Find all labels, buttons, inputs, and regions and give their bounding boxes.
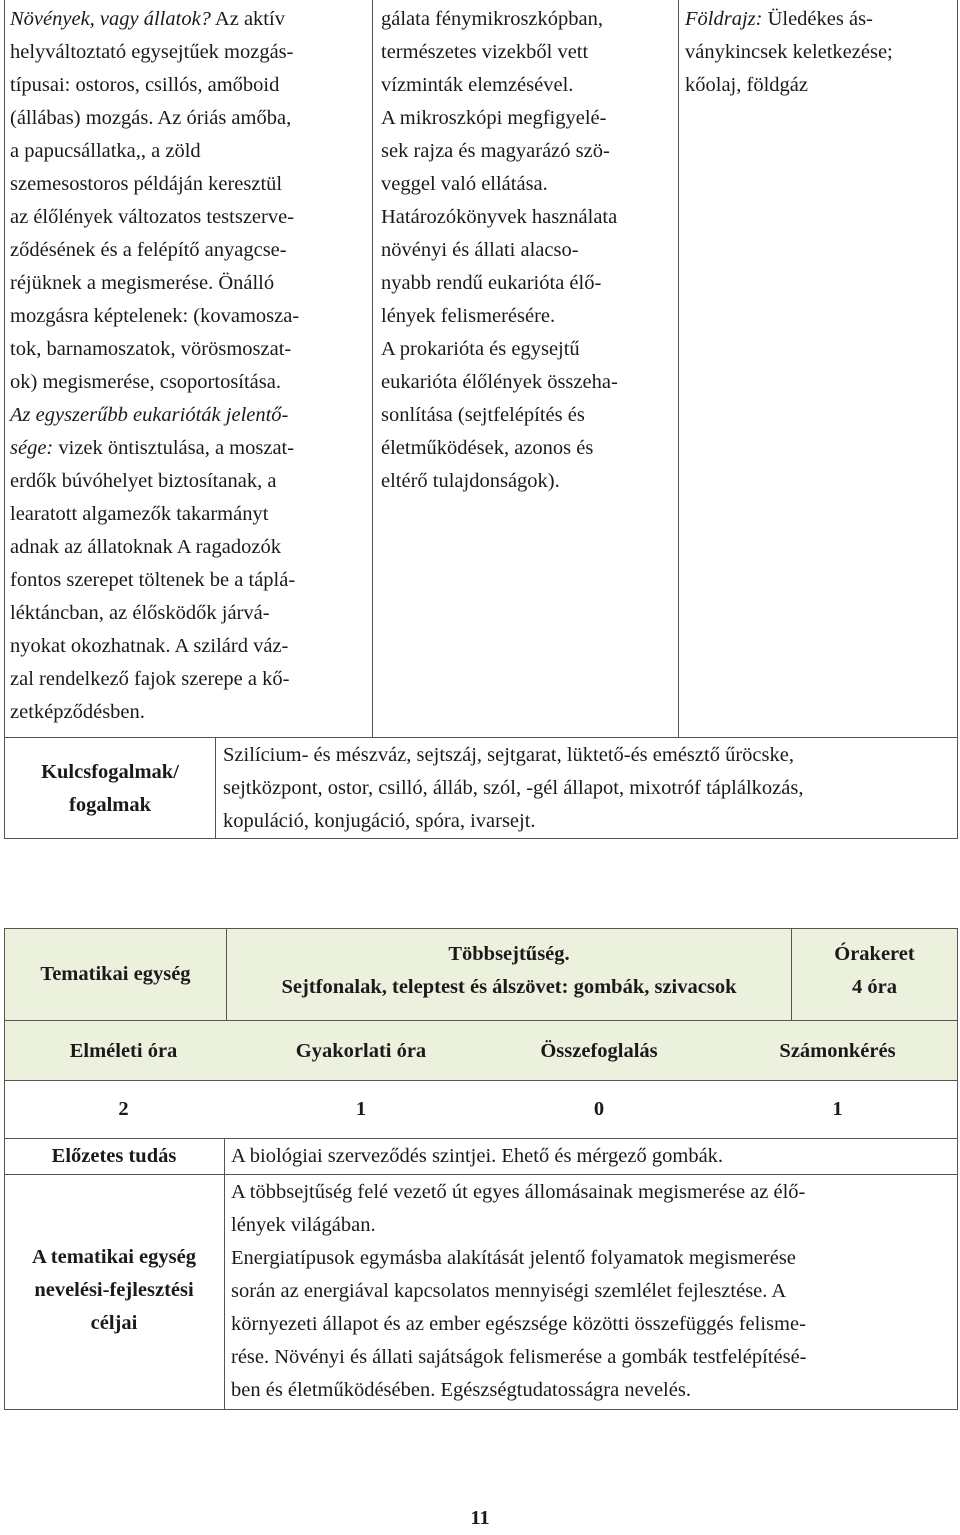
value-theory <box>5 1081 242 1138</box>
hours-value: 4 óra <box>852 976 897 998</box>
content-line <box>10 135 372 168</box>
goals-label-line2: nevelési-fejlesztési <box>34 1279 194 1301</box>
content-text: típusai: ostoros, csillós, amőboid <box>10 74 280 96</box>
connections-line <box>685 36 955 69</box>
key-label-line1: Kulcsfogalmak/ <box>41 761 179 783</box>
content-line <box>10 432 372 465</box>
unit-label-divider <box>224 1138 225 1410</box>
header-practice-label: Gyakorlati óra <box>295 1039 427 1062</box>
value-practice-text: 1 <box>355 1098 367 1120</box>
content-column <box>10 3 372 729</box>
activities-line: sonlítása (sejtfelépítés és <box>381 404 585 426</box>
goals-line: környezeti állapot és az ember egészsége közötti összefüggés felisme- <box>231 1313 806 1335</box>
content-text: ok) megismerése, csoportosítása. <box>10 371 281 393</box>
activities-line: lények felismerésére. <box>381 305 556 327</box>
activities-line: Határozókönyvek használata <box>381 206 618 228</box>
content-line <box>10 36 372 69</box>
content-line <box>10 300 372 333</box>
content-line <box>10 168 372 201</box>
activities-line: növényi és állati alacso- <box>381 239 579 261</box>
key-label-line2: fogalmak <box>69 794 151 816</box>
content-line <box>10 333 372 366</box>
content-line <box>10 201 372 234</box>
content-line <box>10 3 372 36</box>
goals-label <box>5 1241 223 1340</box>
activities-line: nyabb rendű eukarióta élő- <box>381 272 602 294</box>
activities-line: életműködések, azonos és <box>381 437 594 459</box>
prior-knowledge-label <box>5 1140 223 1173</box>
activities-column <box>381 3 677 498</box>
activities-line: természetes vizekből vett <box>381 41 589 63</box>
content-text: adnak az állatoknak A ragadozók <box>10 536 281 558</box>
goals-label-line3: céljai <box>90 1312 138 1334</box>
activities-line: gálata fénymikroszkópban, <box>381 8 604 30</box>
header-summary-label: Összefoglalás <box>540 1039 658 1062</box>
unit-row1-divider-a <box>226 928 227 1021</box>
activities-line: veggel való ellátása. <box>381 173 548 195</box>
content-line <box>10 399 372 432</box>
activities-line: A prokarióta és egysejtű <box>381 338 580 360</box>
prior-knowledge-value: A biológiai szerveződés szintjei. Ehető és mérgező gombák. <box>231 1145 724 1167</box>
content-italic-text: sége: <box>10 437 54 459</box>
page-number-text: 11 <box>470 1507 490 1529</box>
content-text: mozgásra képtelenek: (kovamosza- <box>10 305 300 327</box>
content-text: az élőlények változatos testszerve- <box>10 206 295 228</box>
page-number <box>0 1502 960 1535</box>
value-summary <box>480 1081 718 1138</box>
content-text: helyváltoztató egysejtűek mozgás- <box>10 41 294 63</box>
content-text: zal rendelkező fajok szerepe a kő- <box>10 668 290 690</box>
top-table-row-divider <box>4 737 958 738</box>
content-text: réjüknek a megismerése. Önálló <box>10 272 275 294</box>
unit-label: Tematikai egység <box>40 963 191 985</box>
value-theory-text: 2 <box>118 1098 129 1120</box>
content-text: léktáncban, az élősködők járvá- <box>10 602 270 624</box>
unit-row1-divider-b <box>791 928 792 1021</box>
content-line <box>10 663 372 696</box>
content-text: Az aktív <box>210 8 285 30</box>
unit-title-line2: Sejtfonalak, teleptest és álszövet: gombák, szivacsok <box>281 976 737 998</box>
connections-text: ványkincsek keletkezése; <box>685 41 893 63</box>
prior-knowledge-text <box>231 1140 955 1173</box>
activities-line: eltérő tulajdonságok). <box>381 470 560 492</box>
content-text: szemesostoros példáján keresztül <box>10 173 283 195</box>
content-line <box>10 69 372 102</box>
content-italic-text: Növények, vagy állatok? <box>10 8 211 30</box>
activities-line: vízminták elemzésével. <box>381 74 574 96</box>
unit-title-cell <box>227 929 791 1020</box>
connections-column <box>685 3 955 102</box>
content-text: (állábas) mozgás. Az óriás amőba, <box>10 107 292 129</box>
content-italic-text: Az egyszerűbb eukarióták jelentő- <box>10 404 289 426</box>
header-practice <box>242 1021 480 1081</box>
activities-line: sek rajza és magyarázó szö- <box>381 140 610 162</box>
content-line <box>10 366 372 399</box>
value-practice <box>242 1081 480 1138</box>
content-line <box>10 696 372 729</box>
content-text: tok, barnamoszatok, vörösmoszat- <box>10 338 292 360</box>
content-line <box>10 564 372 597</box>
content-line <box>10 102 372 135</box>
content-text: learatott algamezők takarmányt <box>10 503 269 525</box>
header-assessment-label: Számonkérés <box>779 1039 896 1062</box>
content-line <box>10 597 372 630</box>
content-line <box>10 234 372 267</box>
goals-line: A többsejtűség felé vezető út egyes állomásainak megismerése az élő- <box>231 1181 806 1203</box>
connections-italic-text: Földrajz: <box>685 8 763 30</box>
hours-cell <box>792 929 957 1020</box>
key-concepts-text <box>223 739 956 838</box>
content-line <box>10 630 372 663</box>
activities-line: eukarióta élőlények összeha- <box>381 371 618 393</box>
content-text: zetképződésben. <box>10 701 145 723</box>
content-text: fontos szerepet töltenek be a táplá- <box>10 569 296 591</box>
content-line <box>10 498 372 531</box>
header-summary <box>480 1021 718 1081</box>
goals-line: Energiatípusok egymásba alakítását jelentő folyamatok megismerése <box>231 1247 796 1269</box>
content-line <box>10 267 372 300</box>
content-line <box>10 465 372 498</box>
goals-label-line1: A tematikai egység <box>32 1246 196 1268</box>
content-text: erdők búvóhelyet biztosítanak, a <box>10 470 277 492</box>
header-theory <box>5 1021 242 1081</box>
content-text: ződésének és a felépítő anyagcse- <box>10 239 287 261</box>
key-divider <box>215 737 216 839</box>
value-assessment-text: 1 <box>832 1098 843 1120</box>
unit-row3-bottom <box>4 1138 958 1139</box>
header-theory-label: Elméleti óra <box>69 1039 178 1062</box>
prior-knowledge-label-text: Előzetes tudás <box>51 1145 177 1167</box>
activities-line: A mikroszkópi megfigyelé- <box>381 107 607 129</box>
key-concepts-label <box>5 756 215 822</box>
goals-text <box>231 1176 955 1407</box>
goals-line: rése. Növényi és állati sajátságok felismerése a gombák testfelépítésé- <box>231 1346 807 1368</box>
unit-title-line1: Többsejtűség. <box>448 943 570 965</box>
connections-line <box>685 69 955 102</box>
goals-line: során az energiával kapcsolatos mennyiségi szemlélet fejlesztése. A <box>231 1280 787 1302</box>
key-concepts-line: sejtközpont, ostor, csilló, álláb, szól, -gél állapot, mixotróf táplálkozás, <box>223 777 804 799</box>
connections-text: Üledékes ás- <box>762 8 873 30</box>
content-line <box>10 531 372 564</box>
unit-row4-bottom <box>4 1174 958 1175</box>
key-concepts-line: Szilícium- és mészváz, sejtszáj, sejtgarat, lüktető-és emésztő űröcske, <box>223 744 794 766</box>
top-table-divider-2 <box>678 0 679 738</box>
unit-label-cell <box>5 929 226 1020</box>
value-summary-text: 0 <box>593 1098 605 1120</box>
content-text: a papucsállatka,, a zöld <box>10 140 201 162</box>
content-text: nyokat okozhatnak. A szilárd váz- <box>10 635 289 657</box>
top-table-divider-1 <box>372 0 373 738</box>
connections-line <box>685 3 955 36</box>
header-assessment <box>718 1021 957 1081</box>
content-text: vizek öntisztulása, a moszat- <box>53 437 295 459</box>
hours-label: Órakeret <box>834 943 915 965</box>
key-concepts-line: kopuláció, konjugáció, spóra, ivarsejt. <box>223 810 536 832</box>
goals-line: ben és életműködésében. Egészségtudatosságra nevelés. <box>231 1379 691 1401</box>
connections-text: kőolaj, földgáz <box>685 74 808 96</box>
value-assessment <box>718 1081 957 1138</box>
goals-line: lények világában. <box>231 1214 376 1236</box>
